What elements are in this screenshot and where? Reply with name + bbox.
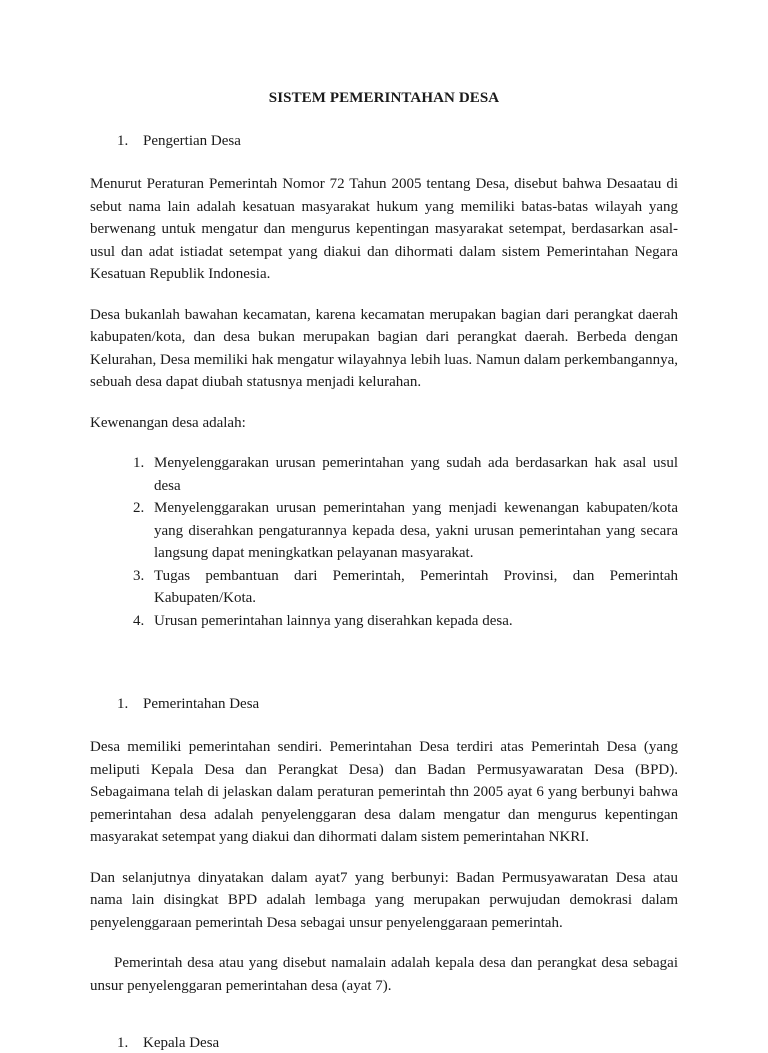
section-spacer [90, 1015, 678, 1033]
list-kewenangan-desa [90, 452, 678, 632]
section-heading-label: Kepala Desa [143, 1035, 220, 1051]
section-heading-label: Pemerintahan Desa [143, 696, 260, 712]
paragraph-pengertian-1: Menurut Peraturan Pemerintah Nomor 72 Tahun 2005 tentang Desa, disebut bahwa Desaatau di sebut nama lain adalah kesatuan masyarakat hukum yang memiliki batas-batas wilayah yang berwenang untuk mengatur dan mengurus kepentingan masyarakat setempat, berdasarkan asal-usul dan adat istiadat setempat yang diakui dan dihormati dalam sistem Pemerintahan Negara Kesatuan Republik Indonesia. [90, 176, 678, 282]
section-heading-label: Pengertian Desa [143, 133, 241, 149]
section-spacer [90, 632, 678, 694]
paragraph-pemerintahan-1: Desa memiliki pemerintahan sendiri. Pemerintahan Desa terdiri atas Pemerintah Desa (yang meliputi Kepala Desa dan Perangkat Desa) dan Badan Permusyawaratan Desa (BPD). Sebagaimana telah di jelaskan dalam peraturan pemerintah thn 2005 ayat 6 yang berbunyi bahwa pemerintahan desa adalah penyelenggaran desa dalam mengatur dan mengurus kepentingan masyarakat setempat yang diakui dan dihormati dalam sistem pemerintahan NKRI. [90, 739, 678, 845]
section-number: 1. [117, 696, 129, 712]
paragraph-pengertian-2: Desa bukanlah bawahan kecamatan, karena kecamatan merupakan bagian dari perangkat daerah kabupaten/kota, dan desa bukan merupakan bagian dari perangkat daerah. Berbeda dengan Kelurahan, Desa memiliki hak mengatur wilayahnya lebih luas. Namun dalam perkembangannya, sebuah desa dapat diubah statusnya menjadi kelurahan. [90, 306, 678, 390]
list-item: Menyelenggarakan urusan pemerintahan yang sudah ada berdasarkan hak asal usul desa [154, 455, 678, 494]
document-body [90, 88, 678, 1053]
section-heading-pengertian-desa [90, 131, 678, 151]
paragraph-pemerintahan-3: Pemerintah desa atau yang disebut namalain adalah kepala desa dan perangkat desa sebagai unsur penyelenggaran pemerintahan desa (ayat 7). [90, 955, 678, 994]
list-item: Urusan pemerintahan lainnya yang diserahkan kepada desa. [154, 612, 513, 629]
section-number: 1. [117, 1035, 129, 1051]
section-heading-pemerintahan-desa [90, 694, 678, 714]
list-item: Menyelenggarakan urusan pemerintahan yang menjadi kewenangan kabupaten/kota yang diserahkan pengaturannya kepada desa, yakni urusan pemerintahan yang secara langsung dapat meningkatkan pelayanan masyarakat. [154, 500, 678, 561]
page-title: SISTEM PEMERINTAHAN DESA [268, 90, 500, 106]
list-lead-in-kewenangan: Kewenangan desa adalah: [90, 414, 246, 431]
list-item: Tugas pembantuan dari Pemerintah, Pemerintah Provinsi, dan Pemerintah Kabupaten/Kota. [154, 567, 678, 606]
section-number: 1. [117, 133, 129, 149]
section-heading-kepala-desa [90, 1033, 678, 1053]
paragraph-pemerintahan-2: Dan selanjutnya dinyatakan dalam ayat7 yang berbunyi: Badan Permusyawaratan Desa atau nama lain disingkat BPD adalah lembaga yang merupakan perwujudan demokrasi dalam penyelenggaraan pemerintah Desa sebagai unsur penyelenggaraan pemerintah. [90, 869, 678, 931]
